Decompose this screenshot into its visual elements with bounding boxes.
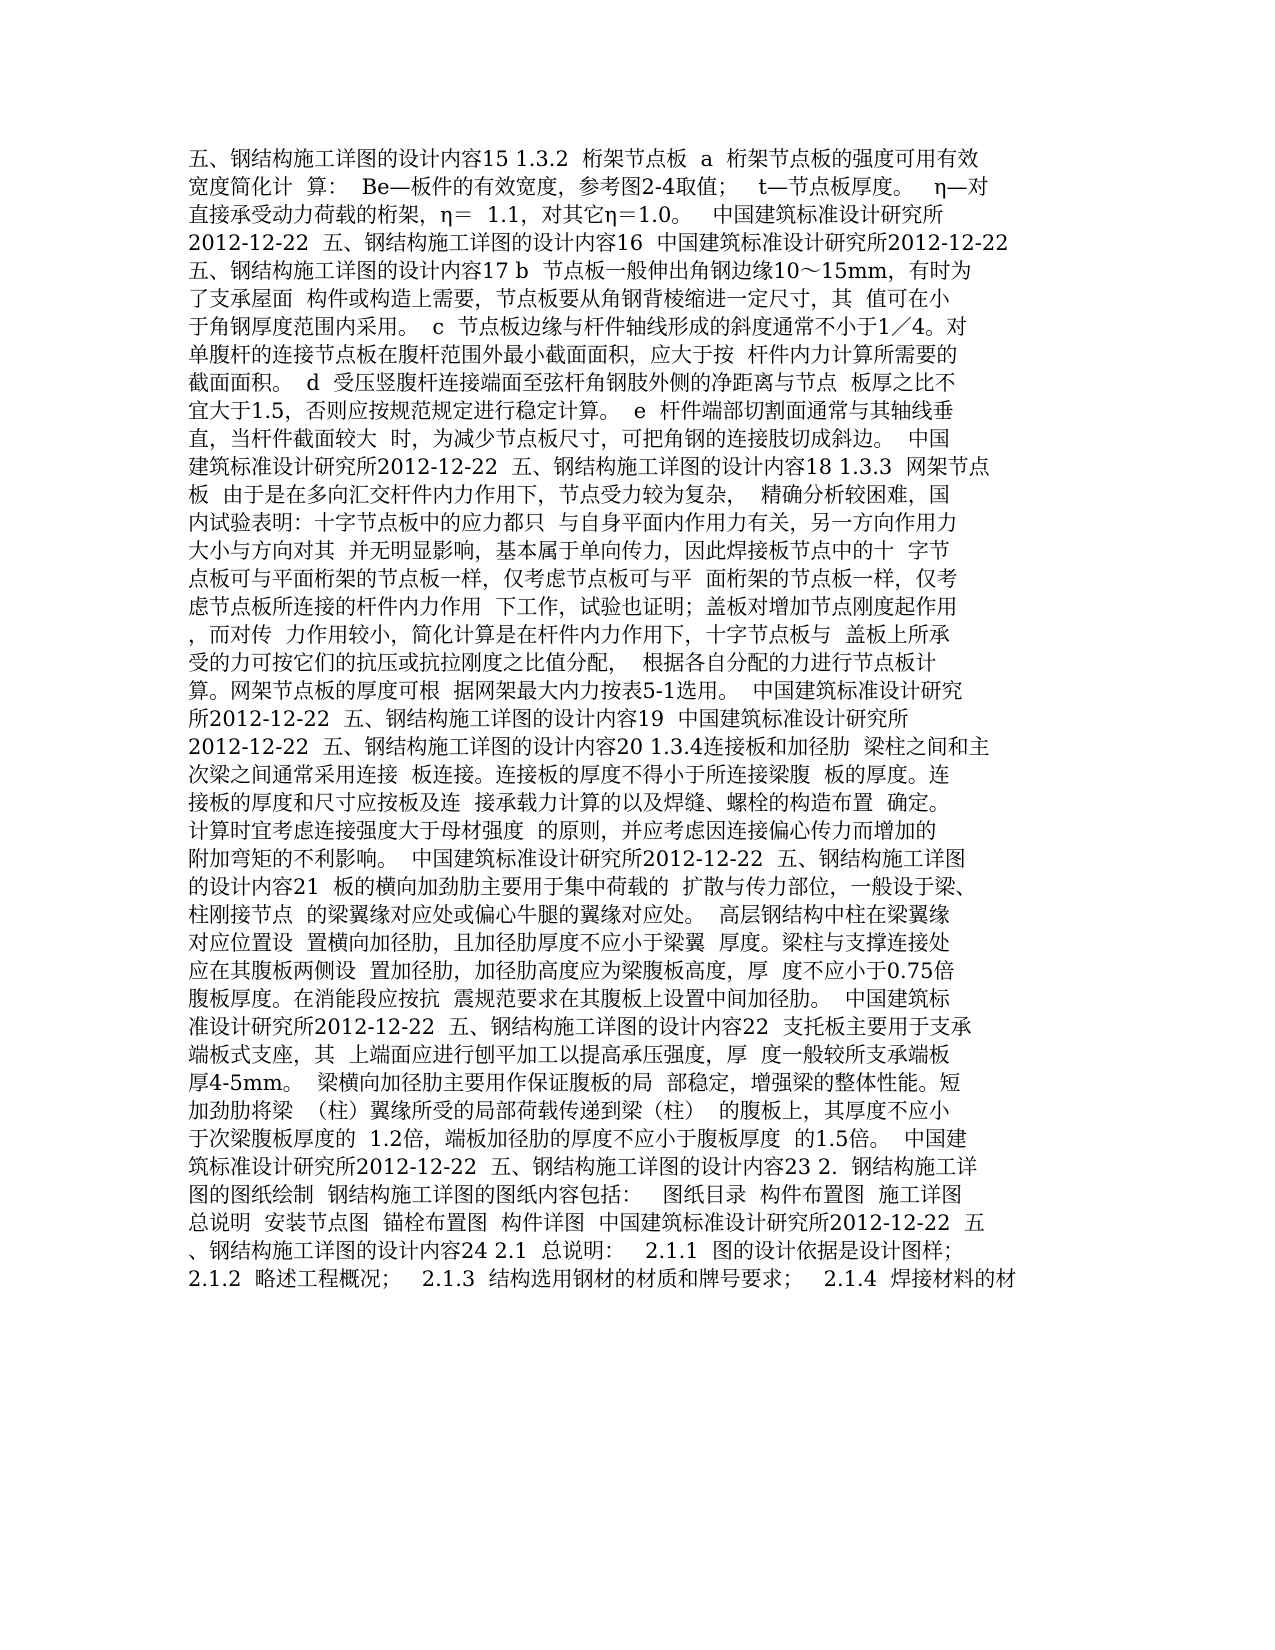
text-line: 总说明 安装节点图 锚栓布置图 构件详图 中国建筑标准设计研究所2012-12-22 五 bbox=[188, 1211, 985, 1235]
text-line: 宽度简化计 算： Be—板件的有效宽度，参考图2-4取值； t—节点板厚度。 η—对 bbox=[188, 175, 989, 199]
text-line: 准设计研究所2012-12-22 五、钢结构施工详图的设计内容22 支托板主要用于支承 bbox=[188, 1015, 972, 1039]
text-line: 加劲肋将梁 （柱）翼缘所受的局部荷载传递到梁（柱） 的腹板上，其厚度不应小 bbox=[188, 1099, 950, 1123]
text-line: 次梁之间通常采用连接 板连接。连接板的厚度不得小于所连接梁腹 板的厚度。连 bbox=[188, 763, 950, 787]
text-line: 附加弯矩的不利影响。 中国建筑标准设计研究所2012-12-22 五、钢结构施工详图 bbox=[188, 847, 966, 871]
text-line: 图的图纸绘制 钢结构施工详图的图纸内容包括： 图纸目录 构件布置图 施工详图 bbox=[188, 1183, 963, 1207]
text-line: 所2012-12-22 五、钢结构施工详图的设计内容19 中国建筑标准设计研究所 bbox=[188, 707, 909, 731]
text-line: 五、钢结构施工详图的设计内容15 1.3.2 桁架节点板 a 桁架节点板的强度可用有效 bbox=[188, 147, 979, 171]
text-line: 2.1.2 略述工程概况； 2.1.3 结构选用钢材的材质和牌号要求； 2.1.4 焊接材料的材 bbox=[188, 1267, 1017, 1291]
text-line: 、钢结构施工详图的设计内容24 2.1 总说明： 2.1.1 图的设计依据是设计图样； bbox=[188, 1239, 964, 1263]
text-line: 于次梁腹板厚度的 1.2倍，端板加径肋的厚度不应小于腹板厚度 的1.5倍。 中国建 bbox=[188, 1127, 967, 1151]
text-line: 截面面积。 d 受压竖腹杆连接端面至弦杆角钢肢外侧的净距离与节点 板厚之比不 bbox=[188, 371, 956, 395]
text-line: 直接承受动力荷载的桁架，η＝ 1.1，对其它η＝1.0。 中国建筑标准设计研究所 bbox=[188, 203, 944, 227]
text-line: 五、钢结构施工详图的设计内容17 b 节点板一般伸出角钢边缘10～15mm，有时为 bbox=[188, 259, 972, 283]
text-line: 2012-12-22 五、钢结构施工详图的设计内容16 中国建筑标准设计研究所2012-12-22 bbox=[188, 231, 1009, 255]
text-line: 宜大于1.5，否则应按规范规定进行稳定计算。 e 杆件端部切割面通常与其轴线垂 bbox=[188, 399, 954, 423]
text-line: 腹板厚度。在消能段应按抗 震规范要求在其腹板上设置中间加径肋。 中国建筑标 bbox=[188, 987, 950, 1011]
body-text bbox=[188, 145, 1088, 1293]
text-line: 点板可与平面桁架的节点板一样，仅考虑节点板可与平 面桁架的节点板一样，仅考 bbox=[188, 567, 958, 591]
text-line: 建筑标准设计研究所2012-12-22 五、钢结构施工详图的设计内容18 1.3.3 网架节点 bbox=[188, 455, 990, 479]
text-line: 内试验表明：十字节点板中的应力都只 与自身平面内作用力有关，另一方向作用力 bbox=[188, 511, 958, 535]
text-line: 于角钢厚度范围内采用。 c 节点板边缘与杆件轴线形成的斜度通常不小于1／4。对 bbox=[188, 315, 968, 339]
text-line: 计算时宜考虑连接强度大于母材强度 的原则，并应考虑因连接偏心传力而增加的 bbox=[188, 819, 937, 843]
text-line: 接板的厚度和尺寸应按板及连 接承载力计算的以及焊缝、螺栓的构造布置 确定。 bbox=[188, 791, 950, 815]
text-line: 虑节点板所连接的杆件内力作用 下工作，试验也证明；盖板对增加节点刚度起作用 bbox=[188, 595, 958, 619]
text-line: 2012-12-22 五、钢结构施工详图的设计内容20 1.3.4连接板和加径肋 梁柱之间和主 bbox=[188, 735, 990, 759]
text-line: 的设计内容21 板的横向加劲肋主要用于集中荷载的 扩散与传力部位，一般设于梁、 bbox=[188, 875, 977, 899]
text-line: 端板式支座，其 上端面应进行刨平加工以提高承压强度，厚 度一般较所支承端板 bbox=[188, 1043, 950, 1067]
text-line: 算。网架节点板的厚度可根 据网架最大内力按表5-1选用。 中国建筑标准设计研究 bbox=[188, 679, 963, 703]
text-line: 受的力可按它们的抗压或抗拉刚度之比值分配， 根据各自分配的力进行节点板计 bbox=[188, 651, 937, 675]
text-line: 应在其腹板两侧设 置加径肋，加径肋高度应为梁腹板高度，厚 度不应小于0.75倍 bbox=[188, 959, 955, 983]
text-line: 对应位置设 置横向加径肋，且加径肋厚度不应小于梁翼 厚度。梁柱与支撑连接处 bbox=[188, 931, 950, 955]
text-line: 筑标准设计研究所2012-12-22 五、钢结构施工详图的设计内容23 2. 钢结构施工详 bbox=[188, 1155, 978, 1179]
text-line: 柱刚接节点 的梁翼缘对应处或偏心牛腿的翼缘对应处。 高层钢结构中柱在梁翼缘 bbox=[188, 903, 950, 927]
text-line: 板 由于是在多向汇交杆件内力作用下，节点受力较为复杂， 精确分析较困难，国 bbox=[188, 483, 950, 507]
text-line: 大小与方向对其 并无明显影响，基本属于单向传力，因此焊接板节点中的十 字节 bbox=[188, 539, 950, 563]
text-line: 直，当杆件截面较大 时，为减少节点板尺寸，可把角钢的连接肢切成斜边。 中国 bbox=[188, 427, 950, 451]
text-line: 单腹杆的连接节点板在腹杆范围外最小截面面积，应大于按 杆件内力计算所需要的 bbox=[188, 343, 958, 367]
text-line: 了支承屋面 构件或构造上需要，节点板要从角钢背棱缩进一定尺寸，其 值可在小 bbox=[188, 287, 950, 311]
text-line: ，而对传 力作用较小，简化计算是在杆件内力作用下，十字节点板与 盖板上所承 bbox=[188, 623, 950, 647]
text-line: 厚4-5mm。 梁横向加径肋主要用作保证腹板的局 部稳定，增强梁的整体性能。短 bbox=[188, 1071, 961, 1095]
